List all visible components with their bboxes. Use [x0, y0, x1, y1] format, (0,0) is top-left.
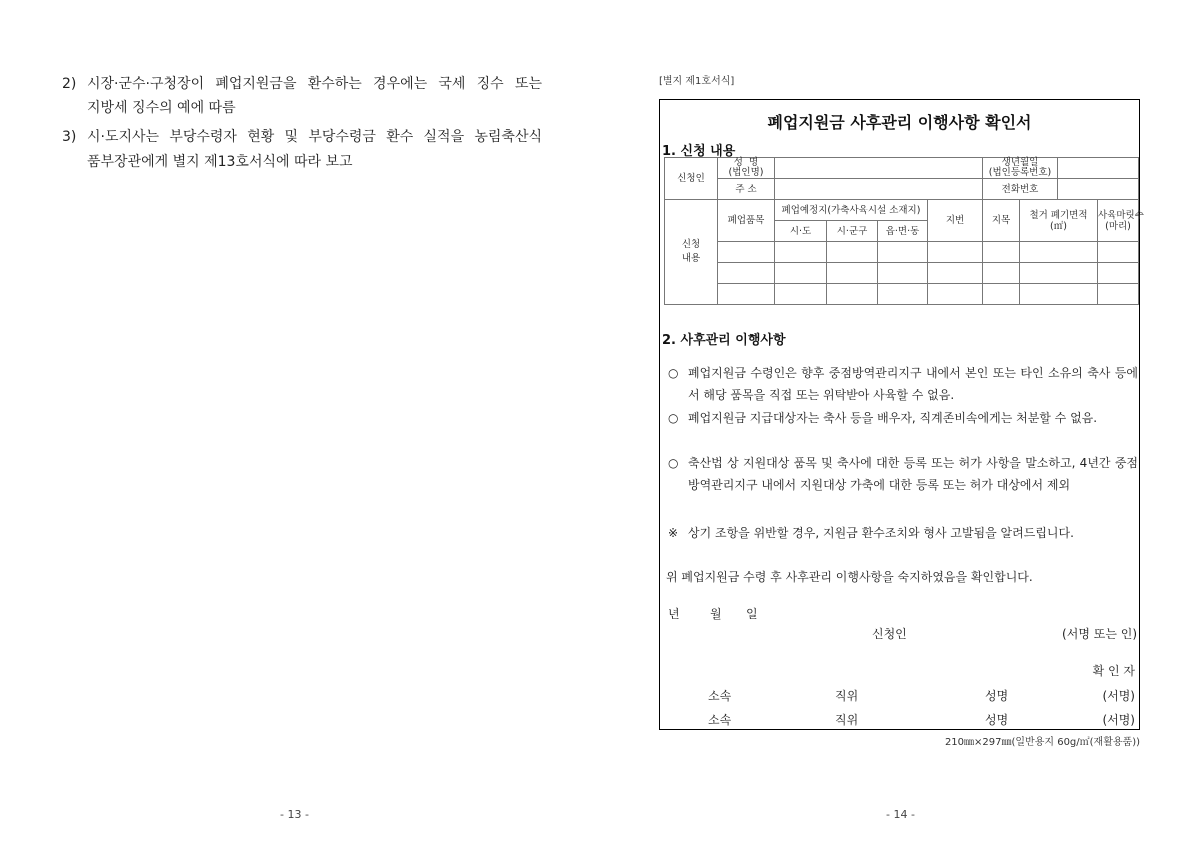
form-title: 폐업지원금 사후관리 이행사항 확인서 — [767, 113, 1032, 132]
birth-field[interactable] — [1058, 158, 1139, 179]
list-item — [668, 452, 1138, 496]
location-label: 폐업예정지(가축사육시설 소재지) — [775, 200, 928, 221]
affiliation-label: 소속 — [708, 713, 732, 727]
sido-label: 시·도 — [775, 221, 827, 242]
item-number: 3) — [62, 129, 77, 145]
phone-field[interactable] — [1058, 179, 1139, 200]
name-sign-label: 성명 — [985, 713, 1009, 727]
address-field[interactable] — [775, 179, 983, 200]
date-month: 월 — [710, 607, 722, 621]
form-number-label: [별지 제1호서식] — [659, 76, 735, 87]
name-label: 성 명 (법인명) — [718, 158, 775, 179]
application-table — [664, 157, 1144, 305]
item-text-line: 시장·군수·구청장이 폐업지원금을 환수하는 경우에는 국세 징수 또는 — [87, 76, 542, 92]
section-heading: 1. 신청 내용 — [662, 144, 736, 159]
confirmation-form — [659, 99, 1144, 730]
page-number-left: - 13 - — [280, 808, 309, 821]
sigungu-label: 시·군구 — [827, 221, 878, 242]
item-number: 2) — [62, 76, 77, 92]
item-label: 폐업품목 — [718, 200, 775, 242]
applicant-signature-field[interactable]: (서명 또는 인) — [1062, 627, 1137, 641]
table-row — [665, 263, 1139, 284]
date-year: 년 — [668, 607, 680, 621]
bullet-mark: ○ — [668, 366, 679, 380]
name-sign-label: 성명 — [985, 689, 1009, 703]
land-label: 지목 — [983, 200, 1020, 242]
content-label: 신청 내용 — [665, 200, 718, 305]
table-row — [665, 242, 1139, 263]
signature-field[interactable]: (서명) — [1102, 689, 1135, 703]
heads-label: 사육마릿수 (마리) — [1098, 200, 1139, 242]
confirmer-label: 확 인 자 — [1092, 664, 1135, 678]
list-item — [668, 362, 1138, 406]
applicant-label: 신청인 — [665, 158, 718, 200]
section-heading: 2. 사후관리 이행사항 — [662, 333, 786, 348]
bullet-text: 폐업지원금 수령인은 향후 중점방역관리지구 내에서 본인 또는 타인 소유의 축사 등에서 해당 품목을 직접 또는 위탁받아 사육할 수 없음. — [688, 366, 1138, 402]
paper-spec: 210㎜×297㎜(일반용지 60g/㎡(재활용품)) — [944, 737, 1140, 748]
date-day: 일 — [746, 607, 758, 621]
list-item — [668, 407, 1138, 429]
confirm-statement: 위 폐업지원금 수령 후 사후관리 이행사항을 숙지하였음을 확인합니다. — [666, 570, 1033, 584]
eupmyeon-label: 읍·면·동 — [878, 221, 928, 242]
bullet-text: 폐업지원금 지급대상자는 축사 등을 배우자, 직계존비속에게는 처분할 수 없음. — [688, 411, 1098, 425]
birth-label: 생년월일 (법인등록번호) — [983, 158, 1058, 179]
bullet-text: 축산법 상 지원대상 품목 및 축사에 대한 등록 또는 허가 사항을 말소하고, 4년간 중점방역관리지구 내에서 지원대상 가축에 대한 등록 또는 허가 대상에서 제외 — [688, 456, 1138, 492]
item-text-line: 품부장관에게 별지 제13호서식에 따라 보고 — [87, 154, 353, 170]
bullet-text: 상기 조항을 위반할 경우, 지원금 환수조치와 형사 고발됨을 알려드립니다. — [688, 526, 1074, 540]
signature-field[interactable]: (서명) — [1102, 713, 1135, 727]
phone-label: 전화번호 — [983, 179, 1058, 200]
affiliation-label: 소속 — [708, 689, 732, 703]
area-label: 철거 폐기면적 (㎡) — [1020, 200, 1098, 242]
address-label: 주 소 — [718, 179, 775, 200]
name-field[interactable] — [775, 158, 983, 179]
position-label: 직위 — [835, 689, 859, 703]
item-text-line: 지방세 징수의 예에 따름 — [87, 100, 236, 116]
page-number-right: - 14 - — [886, 808, 915, 821]
bullet-mark: ○ — [668, 456, 679, 470]
item-text-line: 시·도지사는 부당수령자 현황 및 부당수령금 환수 실적을 농림축산식 — [87, 129, 542, 145]
list-item — [668, 522, 1138, 544]
applicant-signature-label: 신청인 — [872, 627, 907, 641]
lot-label: 지번 — [928, 200, 983, 242]
table-row — [665, 284, 1139, 305]
bullet-mark: ※ — [668, 526, 679, 540]
bullet-mark: ○ — [668, 411, 679, 425]
position-label: 직위 — [835, 713, 859, 727]
